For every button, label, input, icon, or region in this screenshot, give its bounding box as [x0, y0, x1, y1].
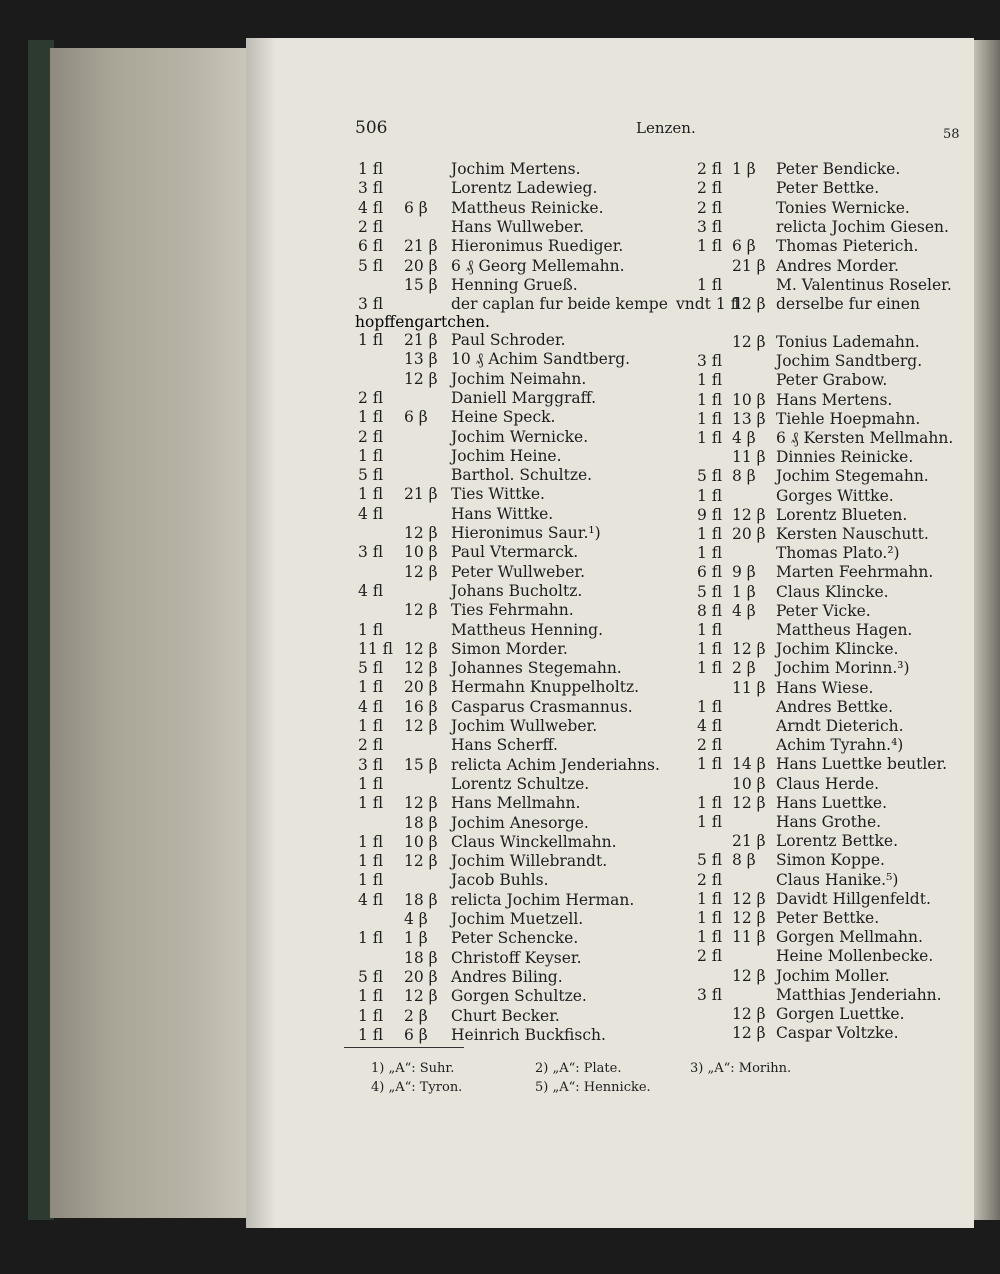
- amount-florin: 1 fl: [697, 275, 723, 294]
- person-name: 6 ₰ Kersten Mellmahn.: [776, 429, 954, 447]
- person-name: Gorgen Luettke.: [776, 1005, 905, 1023]
- person-name: relicta Jochim Herman.: [451, 890, 635, 909]
- person-name: Jochim Muetzell.: [451, 910, 584, 928]
- amount-florin: 11 fl: [358, 639, 393, 658]
- amount-florin: 2 fl: [358, 736, 384, 755]
- amount-florin: 1 fl: [358, 160, 384, 178]
- amount-florin: 5 fl: [358, 967, 384, 986]
- gutter-shadow: [246, 38, 276, 1228]
- amount-schilling: 12 β: [732, 640, 766, 659]
- amount-schilling: 11 β: [732, 448, 766, 467]
- person-name: Achim Tyrahn.⁴): [776, 736, 904, 755]
- amount-schilling: 16 β: [404, 697, 438, 716]
- amount-florin: 3 fl: [697, 217, 723, 236]
- amount-schilling: 12 β: [732, 1005, 766, 1023]
- amount-schilling: 12 β: [732, 889, 766, 908]
- amount-florin: 1 fl: [358, 485, 384, 504]
- person-name: Hieronimus Ruediger.: [451, 237, 624, 256]
- amount-schilling: 12 β: [732, 966, 766, 985]
- person-name: 10 ₰ Achim Sandtberg.: [451, 350, 631, 369]
- amount-schilling: 1 β: [732, 582, 756, 601]
- person-name: Heine Speck.: [451, 408, 556, 427]
- amount-schilling: 2 β: [404, 1006, 428, 1025]
- footnote-2: 2) „A“: Plate.: [535, 1061, 622, 1076]
- amount-schilling: 10 β: [404, 543, 438, 562]
- person-name: Hans Scherff.: [451, 736, 558, 755]
- amount-schilling: 21 β: [732, 256, 766, 275]
- amount-florin: 1 fl: [697, 697, 723, 716]
- footnote-1: 1) „A“: Suhr.: [371, 1061, 455, 1076]
- person-name: Jacob Buhls.: [451, 871, 549, 890]
- amount-florin: 1 fl: [697, 889, 723, 908]
- amount-florin: 1 fl: [697, 409, 723, 428]
- person-name: Jochim Stegemahn.: [776, 467, 929, 486]
- side-number: 58: [943, 127, 960, 142]
- amount-schilling: 20 β: [404, 678, 438, 697]
- amount-schilling: 12 β: [404, 987, 438, 1006]
- amount-schilling: 20 β: [732, 525, 766, 543]
- amount-florin: 3 fl: [697, 985, 723, 1004]
- person-name: Daniell Marggraff.: [451, 388, 597, 407]
- person-name: Claus Herde.: [776, 774, 880, 793]
- person-name: Christoff Keyser.: [451, 948, 582, 967]
- amount-florin: 2 fl: [697, 179, 723, 198]
- amount-florin: 1 fl: [697, 390, 723, 409]
- person-name: Peter Vicke.: [776, 601, 871, 620]
- person-name: relicta Achim Jenderiahns.: [451, 755, 660, 774]
- amount-florin: 1 fl: [697, 486, 723, 505]
- person-name: Johans Bucholtz.: [451, 581, 583, 600]
- amount-schilling: 12 β: [404, 852, 438, 871]
- amount-florin: 5 fl: [358, 659, 384, 678]
- amount-schilling: 20 β: [404, 967, 438, 986]
- amount-florin: 3 fl: [358, 755, 384, 774]
- person-name: Simon Morder.: [451, 639, 568, 658]
- amount-florin: 2 fl: [697, 198, 723, 217]
- amount-schilling: 12 β: [732, 505, 766, 524]
- person-name: Davidt Hillgenfeldt.: [776, 889, 931, 908]
- person-name: Kersten Nauschutt.: [776, 525, 929, 543]
- amount-florin: 5 fl: [697, 467, 723, 486]
- person-name: Hans Mertens.: [776, 390, 893, 409]
- footnote-5: 5) „A“: Hennicke.: [535, 1080, 651, 1095]
- person-name: Paul Vtermarck.: [451, 543, 579, 562]
- person-name: Jochim Willebrandt.: [451, 852, 608, 871]
- amount-schilling: 12 β: [404, 601, 438, 620]
- person-name: Hans Wittke.: [451, 504, 554, 523]
- amount-florin: 1 fl: [697, 371, 723, 390]
- person-name: Tiehle Hoepmahn.: [776, 409, 921, 428]
- amount-florin: 1 fl: [697, 928, 723, 947]
- amount-schilling: 6 β: [404, 198, 428, 217]
- amount-florin: 1 fl: [358, 446, 384, 465]
- amount-florin: 1 fl: [697, 525, 723, 543]
- person-name: Paul Schroder.: [451, 331, 566, 349]
- running-head: Lenzen.: [636, 119, 696, 137]
- person-name: Hans Luettke beutler.: [776, 755, 948, 774]
- amount-florin: 2 fl: [358, 217, 384, 236]
- person-name: Lorentz Ladewieg.: [451, 179, 598, 198]
- amount-schilling: 14 β: [732, 755, 766, 774]
- person-name: Peter Bendicke.: [776, 160, 901, 178]
- amount-florin: 2 fl: [697, 160, 723, 178]
- footnote-3: 3) „A“: Morihn.: [690, 1061, 792, 1076]
- person-name: Jochim Heine.: [451, 446, 562, 465]
- person-name: Marten Feehrmahn.: [776, 563, 934, 582]
- amount-florin: 1 fl: [358, 929, 384, 948]
- amount-schilling: 12 β: [732, 295, 766, 314]
- amount-schilling: 12 β: [732, 793, 766, 812]
- amount-florin: 1 fl: [358, 1006, 384, 1025]
- amount-florin: 4 fl: [358, 890, 384, 909]
- amount-florin: 3 fl: [358, 179, 384, 198]
- amount-florin: 1 fl: [697, 755, 723, 774]
- amount-schilling: 13 β: [404, 350, 438, 369]
- amount-florin: 1 fl: [358, 774, 384, 793]
- amount-florin: 4 fl: [358, 198, 384, 217]
- amount-schilling: 13 β: [732, 409, 766, 428]
- person-name: Heine Mollenbecke.: [776, 947, 934, 966]
- amount-florin: 1 fl: [697, 640, 723, 659]
- amount-florin: 4 fl: [358, 504, 384, 523]
- amount-florin: 1 fl: [697, 659, 723, 678]
- amount-schilling: 6 β: [404, 1025, 428, 1044]
- amount-florin: 5 fl: [358, 466, 384, 485]
- page-edges: [50, 48, 250, 1218]
- amount-schilling: 12 β: [404, 794, 438, 813]
- person-name: Peter Bettke.: [776, 179, 880, 198]
- person-name: Gorges Wittke.: [776, 486, 894, 505]
- amount-florin: 1 fl: [358, 678, 384, 697]
- person-name: Henning Grueß.: [451, 275, 578, 294]
- amount-florin: 3 fl: [697, 352, 723, 371]
- person-name: Barthol. Schultze.: [451, 466, 593, 485]
- amount-florin: 1 fl: [358, 331, 384, 349]
- amount-schilling: 8 β: [732, 851, 756, 870]
- amount-schilling: 11 β: [732, 678, 766, 697]
- person-name: Caspar Voltzke.: [776, 1024, 899, 1043]
- amount-schilling: 21 β: [404, 237, 438, 256]
- person-name: Ties Fehrmahn.: [451, 601, 574, 620]
- person-name: Mattheus Henning.: [451, 620, 604, 639]
- person-name: Casparus Crasmannus.: [451, 697, 633, 716]
- amount-florin: 1 fl: [358, 852, 384, 871]
- amount-schilling: 8 β: [732, 467, 756, 486]
- person-name: 6 ₰ Georg Mellemahn.: [451, 256, 625, 275]
- person-name: Andres Bettke.: [776, 697, 894, 716]
- amount-florin: 5 fl: [697, 582, 723, 601]
- amount-schilling: 20 β: [404, 256, 438, 275]
- person-name: Heinrich Buckfisch.: [451, 1025, 606, 1044]
- person-name: Claus Klincke.: [776, 582, 889, 601]
- amount-schilling: 12 β: [404, 562, 438, 581]
- person-name: Lorentz Bettke.: [776, 832, 899, 851]
- person-name: Claus Hanike.⁵): [776, 870, 899, 889]
- amount-florin: 1 fl: [358, 794, 384, 813]
- amount-schilling: 12 β: [404, 659, 438, 678]
- amount-schilling: 6 β: [404, 408, 428, 427]
- person-name: Tonies Wernicke.: [776, 198, 910, 217]
- amount-schilling: 1 β: [404, 929, 428, 948]
- amount-florin: 6 fl: [358, 237, 384, 256]
- amount-schilling: 4 β: [732, 429, 756, 447]
- person-name: Gorgen Mellmahn.: [776, 928, 923, 947]
- amount-florin: 1 fl: [358, 1025, 384, 1044]
- amount-schilling: 12 β: [404, 524, 438, 542]
- amount-schilling: 12 β: [404, 717, 438, 735]
- amount-florin: 1 fl: [697, 621, 723, 639]
- amount-florin: 2 fl: [697, 870, 723, 889]
- person-name: Simon Koppe.: [776, 851, 885, 870]
- person-name: Jochim Klincke.: [776, 640, 899, 659]
- amount-florin: 1 fl: [358, 408, 384, 427]
- amount-schilling: 15 β: [404, 275, 438, 294]
- amount-florin: vndt 1 fl: [676, 295, 741, 314]
- amount-florin: 9 fl: [697, 505, 723, 524]
- amount-schilling: 12 β: [404, 639, 438, 658]
- person-name: Jochim Anesorge.: [451, 813, 589, 832]
- amount-schilling: 10 β: [404, 832, 438, 851]
- person-name: Peter Grabow.: [776, 371, 888, 390]
- person-name: Hans Luettke.: [776, 793, 888, 812]
- person-name: Thomas Plato.²): [776, 544, 900, 563]
- amount-schilling: 6 β: [732, 237, 756, 256]
- amount-florin: 4 fl: [697, 717, 723, 735]
- person-name: Matthias Jenderiahn.: [776, 985, 942, 1004]
- amount-florin: 3 fl: [358, 295, 384, 314]
- person-name: Mattheus Hagen.: [776, 621, 913, 639]
- amount-florin: 4 fl: [358, 697, 384, 716]
- amount-schilling: 12 β: [732, 333, 766, 351]
- person-name: Claus Winckellmahn.: [451, 832, 617, 851]
- amount-florin: 1 fl: [358, 620, 384, 639]
- person-name: Jochim Sandtberg.: [776, 352, 923, 371]
- person-name: Andres Morder.: [776, 256, 899, 275]
- person-name: Peter Wullweber.: [451, 562, 586, 581]
- amount-florin: 8 fl: [697, 601, 723, 620]
- person-name: Jochim Moller.: [776, 966, 890, 985]
- person-name: Peter Bettke.: [776, 909, 880, 927]
- person-name: Hans Wiese.: [776, 678, 874, 697]
- person-name: Hieronimus Saur.¹): [451, 524, 601, 542]
- amount-florin: 2 fl: [697, 947, 723, 966]
- person-name: Hermahn Knuppelholtz.: [451, 678, 640, 697]
- person-name: Arndt Dieterich.: [776, 717, 904, 735]
- amount-florin: 1 fl: [358, 987, 384, 1006]
- person-name: Hans Mellmahn.: [451, 794, 581, 813]
- person-name: Hans Wullweber.: [451, 217, 584, 236]
- amount-florin: 1 fl: [697, 429, 723, 447]
- amount-schilling: 12 β: [404, 369, 438, 388]
- amount-schilling: 18 β: [404, 890, 438, 909]
- person-name: M. Valentinus Roseler.: [776, 275, 952, 294]
- person-name: Andres Biling.: [451, 967, 563, 986]
- footnote-rule: [344, 1047, 464, 1048]
- person-name: Gorgen Schultze.: [451, 987, 587, 1006]
- amount-florin: 2 fl: [358, 427, 384, 446]
- amount-florin: 5 fl: [358, 256, 384, 275]
- amount-schilling: 18 β: [404, 813, 438, 832]
- person-name: Churt Becker.: [451, 1006, 560, 1025]
- person-name: Lorentz Schultze.: [451, 774, 590, 793]
- amount-schilling: 12 β: [732, 1024, 766, 1043]
- page-number: 506: [355, 118, 388, 138]
- amount-florin: 6 fl: [697, 563, 723, 582]
- amount-florin: 1 fl: [697, 813, 723, 831]
- amount-schilling: 10 β: [732, 390, 766, 409]
- person-name: Jochim Neimahn.: [451, 369, 587, 388]
- person-name: Thomas Pieterich.: [776, 237, 919, 256]
- amount-schilling: 21 β: [404, 485, 438, 504]
- person-name: Dinnies Reinicke.: [776, 448, 914, 467]
- amount-florin: 1 fl: [358, 832, 384, 851]
- person-name: Lorentz Blueten.: [776, 505, 908, 524]
- person-name: derselbe fur einen: [776, 295, 920, 314]
- person-name: Mattheus Reinicke.: [451, 198, 604, 217]
- left-continuation: hopffengartchen.: [355, 313, 490, 331]
- amount-florin: 1 fl: [358, 871, 384, 890]
- person-name: Jochim Morinn.³): [776, 659, 910, 678]
- person-name: Jochim Mertens.: [451, 160, 581, 178]
- person-name: Jochim Wullweber.: [451, 717, 598, 735]
- amount-schilling: 4 β: [404, 910, 428, 928]
- person-name: Peter Schencke.: [451, 929, 579, 948]
- amount-florin: 1 fl: [697, 909, 723, 927]
- footnote-4: 4) „A“: Tyron.: [371, 1080, 463, 1095]
- amount-florin: 2 fl: [358, 388, 384, 407]
- person-name: Tonius Lademahn.: [776, 333, 920, 351]
- amount-florin: 1 fl: [697, 544, 723, 563]
- amount-florin: 4 fl: [358, 581, 384, 600]
- person-name: Ties Wittke.: [451, 485, 545, 504]
- amount-florin: 1 fl: [697, 237, 723, 256]
- person-name: Hans Grothe.: [776, 813, 882, 831]
- amount-florin: 1 fl: [358, 717, 384, 735]
- amount-florin: 3 fl: [358, 543, 384, 562]
- person-name: Jochim Wernicke.: [451, 427, 589, 446]
- amount-schilling: 21 β: [732, 832, 766, 851]
- amount-florin: 2 fl: [697, 736, 723, 755]
- person-name: Johannes Stegemahn.: [451, 659, 622, 678]
- amount-schilling: 21 β: [404, 331, 438, 349]
- amount-schilling: 2 β: [732, 659, 756, 678]
- amount-schilling: 9 β: [732, 563, 756, 582]
- amount-schilling: 18 β: [404, 948, 438, 967]
- amount-florin: 1 fl: [697, 793, 723, 812]
- amount-schilling: 12 β: [732, 909, 766, 927]
- amount-schilling: 1 β: [732, 160, 756, 178]
- amount-schilling: 10 β: [732, 774, 766, 793]
- amount-schilling: 15 β: [404, 755, 438, 774]
- next-page-edge: [970, 40, 1000, 1220]
- person-name: relicta Jochim Giesen.: [776, 217, 949, 236]
- amount-schilling: 4 β: [732, 601, 756, 620]
- amount-florin: 5 fl: [697, 851, 723, 870]
- amount-schilling: 11 β: [732, 928, 766, 947]
- person-name: der caplan fur beide kempe: [451, 295, 668, 314]
